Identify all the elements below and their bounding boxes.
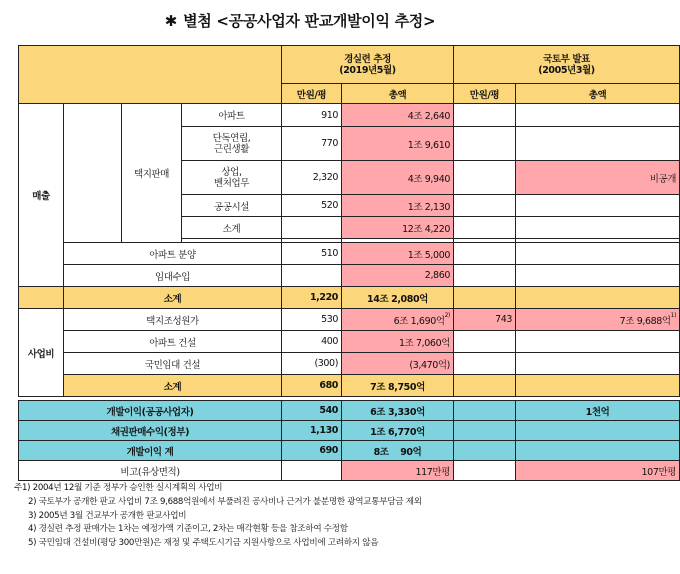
label-commercial-line1: 상업, [221, 166, 242, 178]
title-text: 별첨 <공공사업자 판교개발이익 추정> [183, 12, 436, 30]
header-group-molit [454, 46, 680, 84]
footnote-2: 2) 국토부가 공개한 판교 사업비 7조 9,688억원에서 부풀려진 공사비나 근거가 불분명한 광역교통부담금 제외 [28, 496, 422, 507]
value-land-subtotal-molit-price [454, 217, 516, 239]
value-apt-sale-price: 510 [282, 243, 342, 265]
label-multi-line2: 근린생활 [213, 143, 250, 155]
table-row-apt-construction [19, 331, 680, 353]
value-dev-profit-molit-total: 1천억 [516, 401, 680, 421]
value-land-cost-price: 530 [282, 309, 342, 331]
label-multi-line1: 단독연립, [212, 132, 251, 144]
value-apt-construction-molit-total [516, 331, 680, 353]
value-dev-profit-total: 6조 3,330억 [342, 401, 454, 421]
table-row-bond-profit [19, 421, 680, 441]
value-land-subtotal-molit-total [516, 217, 680, 239]
footnote-5: 5) 국민임대 건설비(평당 300만원)은 재정 및 주택도시기금 지원사항으로 사업비에 고려하지 않음 [28, 538, 379, 549]
value-bond-profit-molit-price [454, 421, 516, 441]
footnote-ref: 1) [670, 311, 677, 319]
label-revenue: 매출 [19, 104, 64, 287]
value-land-subtotal-total: 12조 4,220 [342, 217, 454, 239]
header-group1-sub: (2019년5월) [339, 64, 396, 76]
value-commercial-total: 4조 9,940 [342, 161, 454, 195]
label-land-sales: 택지판매 [122, 104, 182, 243]
value-land-cost-total-text: 6조 1,690억 [393, 315, 445, 327]
table-row-remark [19, 461, 680, 481]
value-commercial-molit-total: 비공개 [516, 161, 680, 195]
value-land-cost-total [342, 309, 454, 331]
header-group1-label: 경실련 추정 [344, 53, 391, 65]
value-apt-sale-molit-price [454, 243, 516, 265]
value-land-subtotal-price [282, 217, 342, 239]
label-public-facility: 공공시설 [182, 195, 282, 217]
value-rental-income-total: 2,860 [342, 265, 454, 287]
table-row-cost-subtotal [19, 375, 680, 397]
value-multi-price: 770 [282, 127, 342, 161]
value-bond-profit-molit-total [516, 421, 680, 441]
value-apartment-molit-price [454, 104, 516, 127]
value-apt-construction-price: 400 [282, 331, 342, 353]
label-cost-subtotal: 소계 [64, 375, 282, 397]
value-rental-income-molit-total [516, 265, 680, 287]
footnote-4: 4) 경실련 추정 판매가는 1차는 예정가액 기준이고, 2차는 매각현황 등을 참조하여 수정함 [28, 524, 348, 535]
asterisk-icon: ✱ [164, 12, 178, 30]
value-public-facility-total: 1조 2,130 [342, 195, 454, 217]
table-row-apartment [19, 104, 680, 127]
table-row-land-cost [19, 309, 680, 331]
label-remark: 비고(유상면적) [19, 461, 282, 481]
value-revenue-subtotal-molit-price [454, 287, 516, 309]
label-multi [182, 127, 282, 161]
table-row-dev-total [19, 441, 680, 461]
value-bond-profit-price: 1,130 [282, 421, 342, 441]
value-apartment-molit-total [516, 104, 680, 127]
label-revenue-subtotal: 소계 [64, 287, 282, 309]
value-public-facility-price: 520 [282, 195, 342, 217]
header-group2-label: 국토부 발표 [543, 53, 590, 65]
header-unit-price-1: 만원/평 [282, 84, 342, 104]
value-land-cost-molit-price: 743 [454, 309, 516, 331]
table-row-dev-profit [19, 401, 680, 421]
label-dev-total: 개발이익 계 [19, 441, 282, 461]
label-commercial [182, 161, 282, 195]
value-dev-total-price: 690 [282, 441, 342, 461]
value-dev-profit-price: 540 [282, 401, 342, 421]
label-apt-construction: 아파트 건설 [64, 331, 282, 353]
value-dev-total-molit-price [454, 441, 516, 461]
value-commercial-molit-price [454, 161, 516, 195]
revenue-subtotal-blank [19, 287, 64, 309]
value-multi-total: 1조 9,610 [342, 127, 454, 161]
footnote-1: 주1) 2004년 12월 기준 정부가 승인한 실시계획의 사업비 [14, 483, 223, 493]
label-dev-profit: 개발이익(공공사업자) [19, 401, 282, 421]
label-apartment: 아파트 [182, 104, 282, 127]
label-land-cost: 택지조성원가 [64, 309, 282, 331]
label-commercial-line2: 벤처업무 [213, 177, 250, 189]
value-multi-molit-total [516, 127, 680, 161]
value-cost-subtotal-total: 7조 8,750억 [342, 375, 454, 397]
value-land-cost-molit-total [516, 309, 680, 331]
label-land-sales-spacer [64, 104, 122, 243]
value-apartment-total: 4조 2,640 [342, 104, 454, 127]
value-public-facility-molit-total [516, 195, 680, 217]
value-rental-income-molit-price [454, 265, 516, 287]
label-bond-profit: 채권판매수익(정부) [19, 421, 282, 441]
table-row-rental-income [19, 265, 680, 287]
value-public-rental-molit-total [516, 353, 680, 375]
value-public-facility-molit-price [454, 195, 516, 217]
value-public-rental-molit-price [454, 353, 516, 375]
value-commercial-price: 2,320 [282, 161, 342, 195]
label-project-cost: 사업비 [19, 309, 64, 397]
value-revenue-subtotal-price: 1,220 [282, 287, 342, 309]
value-cost-subtotal-price: 680 [282, 375, 342, 397]
header-total-1: 총액 [342, 84, 454, 104]
value-cost-subtotal-molit-price [454, 375, 516, 397]
value-revenue-subtotal-total: 14조 2,080억 [342, 287, 454, 309]
value-apt-sale-total: 1조 5,000 [342, 243, 454, 265]
value-remark-molit-price [454, 461, 516, 481]
label-public-rental: 국민임대 건설 [64, 353, 282, 375]
profit-table [18, 45, 680, 481]
value-bond-profit-total: 1조 6,770억 [342, 421, 454, 441]
header-group2-sub: (2005년3월) [538, 64, 595, 76]
value-revenue-subtotal-molit-total [516, 287, 680, 309]
page-title [0, 10, 600, 31]
header-group-kccej [282, 46, 454, 84]
value-apartment-price: 910 [282, 104, 342, 127]
footnote-3: 3) 2005년 3월 건교부가 공개한 판교사업비 [28, 510, 187, 521]
label-rental-income: 임대수입 [64, 265, 282, 287]
value-apt-construction-total: 1조 7,060억 [342, 331, 454, 353]
table-row-public-rental [19, 353, 680, 375]
header-blank [19, 46, 282, 104]
value-remark-molit-total: 107만평 [516, 461, 680, 481]
footnote-ref: 2) [444, 311, 450, 319]
footnotes [14, 482, 594, 551]
value-multi-molit-price [454, 127, 516, 161]
value-remark-price [282, 461, 342, 481]
header-row-1 [19, 46, 680, 84]
label-land-subtotal: 소계 [182, 217, 282, 239]
value-rental-income-price [282, 265, 342, 287]
value-public-rental-price: (300) [282, 353, 342, 375]
value-public-rental-total: (3,470억) [342, 353, 454, 375]
header-total-2: 총액 [516, 84, 680, 104]
value-dev-profit-molit-price [454, 401, 516, 421]
value-dev-total-total: 8조 90억 [342, 441, 454, 461]
value-apt-construction-molit-price [454, 331, 516, 353]
value-remark-total: 117만평 [342, 461, 454, 481]
table-row-apt-sale [19, 243, 680, 265]
value-land-cost-molit-total-text: 7조 9,688억 [619, 315, 671, 327]
value-apt-sale-molit-total [516, 243, 680, 265]
table-row-revenue-subtotal [19, 287, 680, 309]
value-dev-total-molit-total [516, 441, 680, 461]
label-apt-sale: 아파트 분양 [64, 243, 282, 265]
value-cost-subtotal-molit-total [516, 375, 680, 397]
header-unit-price-2: 만원/평 [454, 84, 516, 104]
